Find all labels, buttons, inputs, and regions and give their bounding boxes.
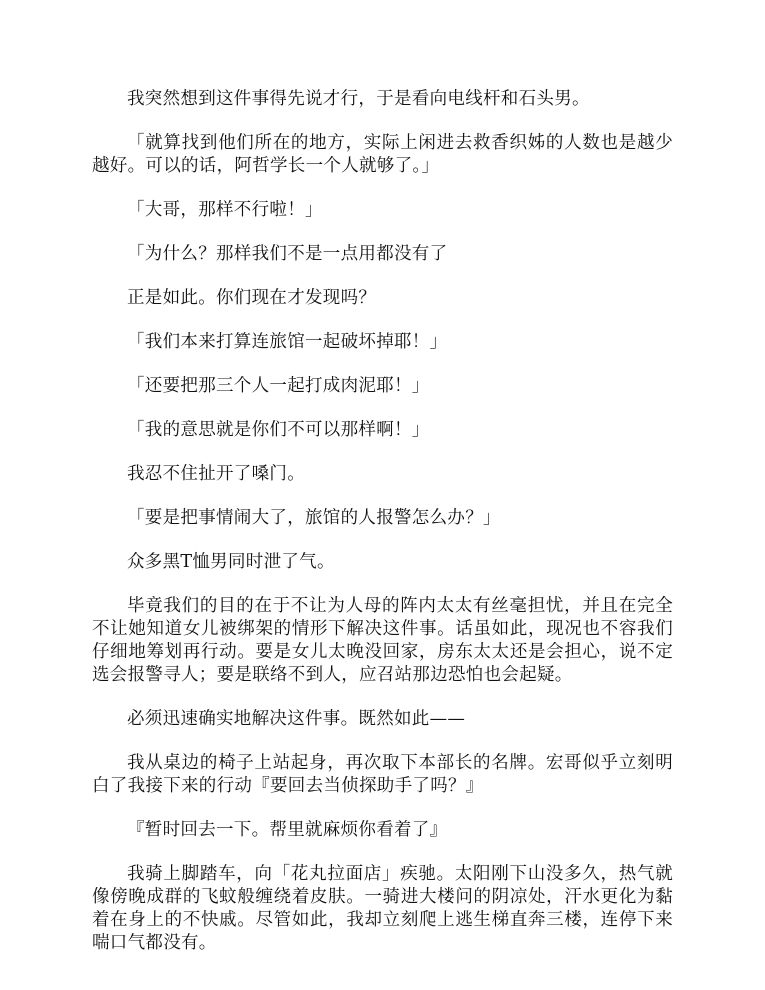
paragraph-6: 「我们本来打算连旅馆一起破坏掉耶！」 [127, 332, 448, 352]
paragraph-7: 「还要把那三个人一起打成肉泥耶！」 [127, 376, 430, 396]
paragraph-9: 我忍不住扯开了嗓门。 [127, 464, 305, 484]
paragraph-11: 众多黑T恤男同时泄了气。 [127, 552, 335, 572]
paragraph-16: 我骑上脚踏车，向「花丸拉面店」疾驰。太阳刚下山没多久，热气就像傍晚成群的飞蚊般缠绕着皮肤。一骑进大楼问的阴凉处，汗水更化为黏着在身上的不快戚。尽管如此，我却立刻爬上逃生梯直奔三楼，连停下来喘口气都没有。 [92, 864, 673, 953]
paragraph-15: 『暂时回去一下。帮里就麻烦你看着了』 [127, 820, 448, 840]
paragraph-10: 「要是把事情闹大了，旅馆的人报警怎么办？」 [127, 508, 501, 528]
paragraph-4: 「为什么？那样我们不是一点用都没有了 [127, 244, 448, 264]
paragraph-14: 我从桌边的椅子上站起身，再次取下本部长的名牌。宏哥似乎立刻明白了我接下来的行动『要回去当侦探助手了吗？』 [92, 753, 673, 796]
paragraph-1: 我突然想到这件事得先说才行，于是看向电线杆和石头男。 [127, 89, 590, 109]
paragraph-2: 「就算找到他们所在的地方，实际上闲进去救香织姊的人数也是越少越好。可以的话，阿哲学长一个人就够了。」 [92, 133, 673, 176]
paragraph-3: 「大哥，那样不行啦！」 [127, 200, 323, 220]
paragraph-5: 正是如此。你们现在才发现吗？ [127, 288, 377, 308]
paragraph-12: 毕竟我们的目的在于不让为人母的阵内太太有丝毫担忧，并且在完全不让她知道女儿被绑架的情形下解决这件事。话虽如此，现况也不容我们仔细地筹划再行动。要是女儿太晚没回家，房东太太还是会担心，说不定选会报警寻人；要是联络不到人，应召站那边恐怕也会起疑。 [92, 596, 673, 685]
paragraph-8: 「我的意思就是你们不可以那样啊！」 [127, 420, 430, 440]
paragraph-13: 必须迅速确实地解决这件事。既然如此—— [127, 709, 466, 729]
